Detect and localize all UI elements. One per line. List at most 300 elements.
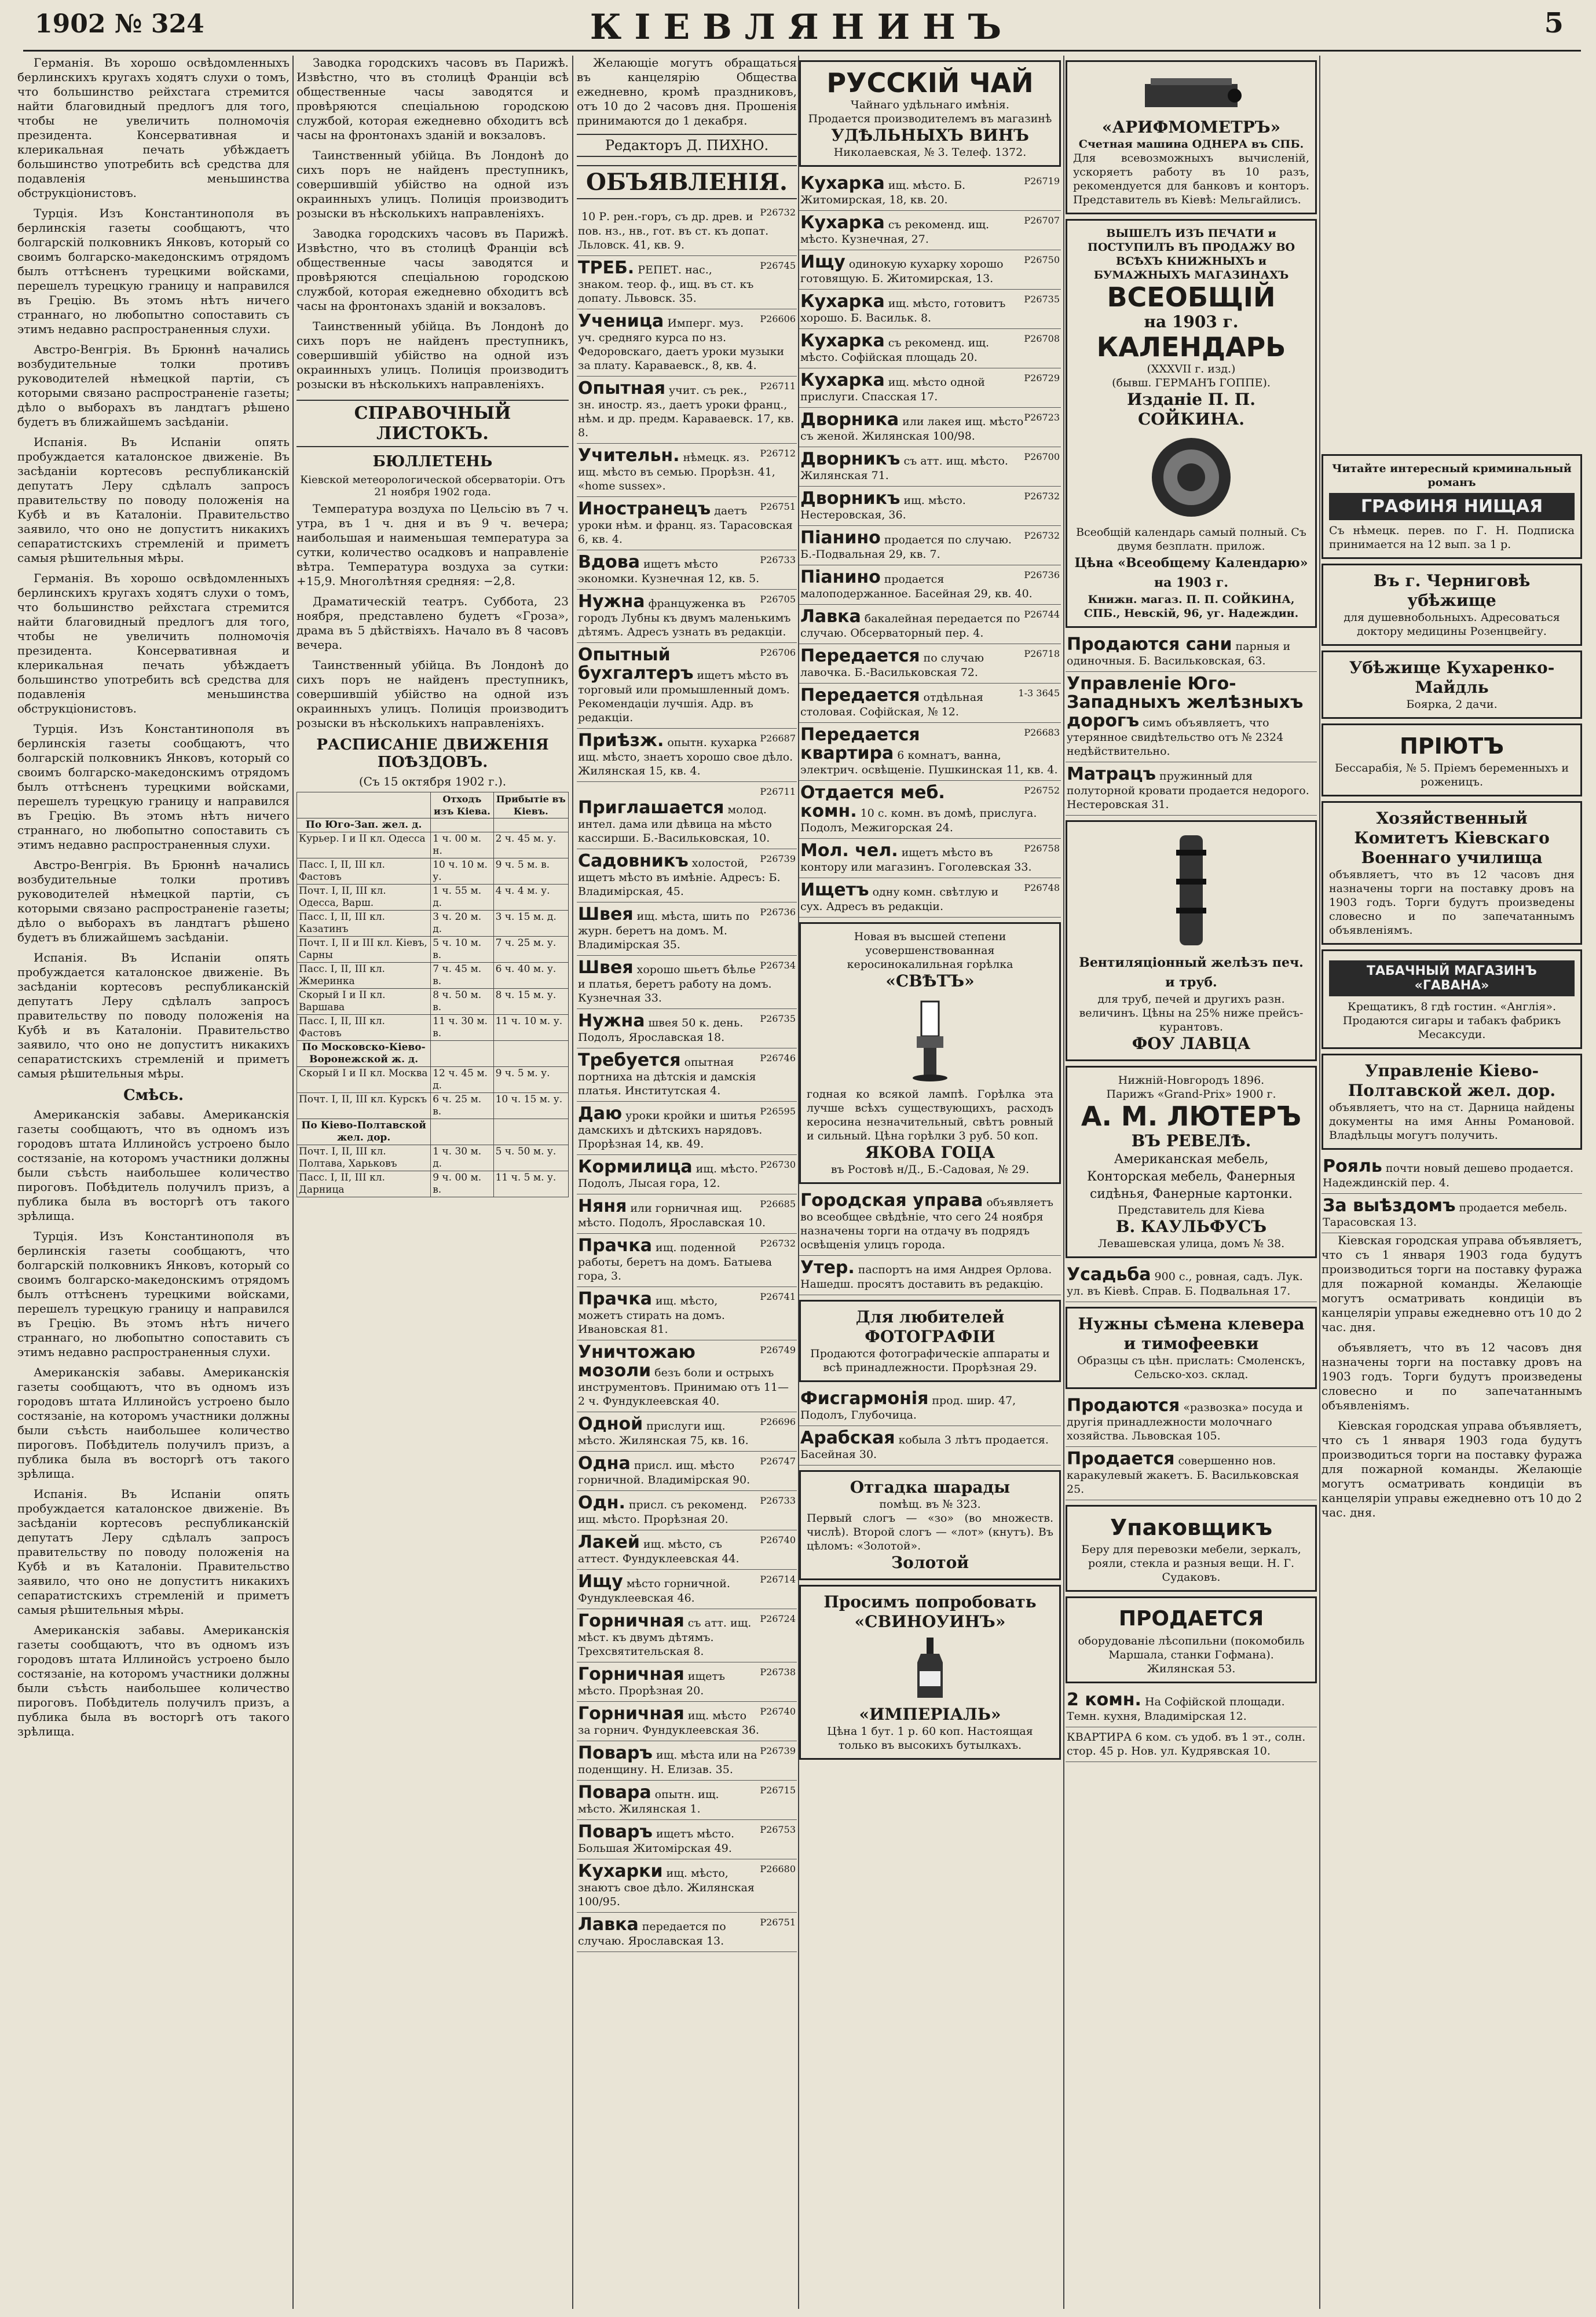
ad-text: 6 комнатъ, ванна, электрич. освѣщеніе. Пушкинская 11, кв. 4.: [800, 749, 1058, 776]
ad-keyword: Прачка: [578, 1236, 653, 1256]
table-cell: Пасс. I, II, III кл. Дарница: [297, 1171, 431, 1197]
luther-city-2: ВЪ РЕВЕЛѢ.: [1131, 1131, 1251, 1150]
ad-text: ищ. мѣсто, готовитъ хорошо. Б. Васильк. 8.: [800, 297, 1006, 324]
ad-text: съ атт. ищ. мѣсто. Жилянская 71.: [800, 455, 1008, 482]
table-row: [297, 1041, 569, 1067]
lamp-seller: ЯКОВА ГОЦА: [865, 1143, 995, 1162]
calendar-top: ВЫШЕЛЪ ИЗЪ ПЕЧАТИ и ПОСТУПИЛЪ ВЪ ПРОДАЖУ ВО ВСѢХЪ КНИЖНЫХЪ и БУМАЖНЫХЪ МАГАЗИНАХЪ: [1087, 227, 1295, 282]
classified-ad: [577, 643, 797, 729]
ad-text: ищетъ мѣсто. Прорѣзная 20.: [578, 1670, 725, 1697]
ad-keyword: Дворника: [800, 410, 899, 430]
table-cell: 11 ч. 5 м. у.: [493, 1171, 568, 1197]
column-ads-3: [1066, 56, 1317, 2309]
ad-code: Р26715: [760, 1785, 796, 1796]
packer-title: Упаковщикъ: [1110, 1515, 1273, 1540]
ad-keyword: Городская управа: [800, 1190, 983, 1211]
table-cell: 1 ч. 55 м. д.: [431, 885, 493, 911]
ad-code: Р26736: [1024, 569, 1060, 580]
bottle-icon: [913, 1636, 947, 1700]
classified-ad: [577, 902, 797, 956]
tea-subtitle-2: Продается производителемъ въ магазинѣ: [808, 112, 1052, 125]
calendar-text: Всеобщій календарь самый полный. Съ двумя безплатн. прилож.: [1076, 526, 1306, 553]
ad-keyword: Лавка: [800, 606, 861, 627]
classified-ad: [577, 1009, 797, 1048]
table-cell: 1 ч. 30 м. д.: [431, 1145, 493, 1171]
ad-keyword: Продается: [1067, 1449, 1175, 1469]
ad-keyword: Матрацъ: [1067, 764, 1156, 784]
tea-address: Николаевская, № 3. Телеф. 1372.: [833, 146, 1027, 159]
ad-keyword: Приглашается: [578, 798, 724, 818]
ad-keyword: Ученица: [578, 311, 664, 331]
ad-keyword: Ищу: [578, 1572, 623, 1592]
crime-title: Читайте интересный криминальный романъ: [1332, 462, 1572, 489]
ad-text: симъ объявляетъ, что утерянное свидѣтельство отъ № 2324 недѣйствительно.: [1067, 717, 1284, 758]
ad-text: совершенно нов. каракулевый жакетъ. Б. Васильковская 25.: [1067, 1454, 1300, 1496]
smes-paragraph: Турція. Изъ Константинополя въ берлинскія газеты сообщаютъ, что болгарскій полковникъ Янковъ, который со своимъ болгарско-македонскимъ отрядомъ былъ оттѣсненъ турецкими войсками, перешелъ турецкую границу и направился въ Грецію. Въ этомъ нѣтъ ничего страннаго, но любопытно сопоставить съ этимъ недавно распространенныя слухи.: [17, 1229, 290, 1359]
ad-keyword: Одна: [578, 1453, 631, 1474]
ad-text: прод. шир. 47, Подолъ, Глубочица.: [800, 1394, 1016, 1421]
column-rule: [292, 56, 294, 2309]
bulletin-text: Температура воздуха по Цельсію въ 7 ч. утра, въ 1 ч. дня и въ 9 ч. вечера; наибольшая и наименьшая температура за сутки, количество осадковъ и направленіе вѣтра. Температура воздуха за сутки: +15,9. Многолѣтняя средняя: −2,8.: [296, 502, 569, 588]
crime-name: ГРАФИНЯ НИЩАЯ: [1329, 493, 1575, 520]
table-row: [297, 1015, 569, 1041]
classified-ad: [799, 878, 1061, 918]
classified-ad: [577, 1155, 797, 1194]
ad-code: Р26732: [1024, 491, 1060, 502]
sleigh-ad: [1066, 633, 1317, 672]
ad-keyword: Фисгармонія: [800, 1388, 929, 1409]
classified-ad: [799, 408, 1061, 447]
table-header-cell: [297, 792, 431, 818]
ad-code: Р26732: [1024, 530, 1060, 541]
city-council-ad: [799, 1189, 1061, 1256]
ad-text: съ рекоменд. ищ. мѣсто. Кузнечная, 27.: [800, 218, 990, 246]
ad-text: опытная портниха на дѣтскія и дамскія платья. Институтская 4.: [578, 1056, 756, 1097]
table-row: [297, 858, 569, 885]
charade-title: Отгадка шарады: [850, 1478, 1011, 1497]
ad-keyword: Приѣзж.: [578, 730, 664, 751]
ad-text: одну комн. свѣтлую и сух. Адресъ въ редакціи.: [800, 886, 999, 913]
ad-code: Р26733: [760, 554, 796, 565]
ad-text: или лакея ищ. мѣсто съ женой. Жилянская 100/98.: [800, 415, 1024, 443]
calendar-advertisement: [1066, 219, 1317, 628]
news-paragraph: Турція. Изъ Константинополя въ берлинскія газеты сообщаютъ, что болгарскій полковникъ Янковъ, который со своимъ болгарско-македонскимъ отрядомъ былъ оттѣсненъ турецкими войсками, перешелъ турецкую границу и направился въ Грецію. Въ этомъ нѣтъ ничего страннаго, но любопытно сопоставить съ этимъ недавно распространенныя слухи.: [17, 722, 290, 851]
table-cell: Почт. I, II, III кл. Одесса, Варш.: [297, 885, 431, 911]
ad-text: «развозка» посуда и другія принадлежности молочнаго хозяйства. Львовская 105.: [1067, 1401, 1303, 1442]
ad-code: Р26712: [760, 448, 796, 459]
seeds-advertisement: [1066, 1307, 1317, 1389]
classified-ad: [577, 1820, 797, 1859]
ad-code: Р26741: [760, 1291, 796, 1302]
ad-code: Р26740: [760, 1534, 796, 1545]
ad-code: Р26744: [1024, 609, 1060, 620]
drink-name: «СВИНОУИНЪ»: [854, 1612, 1006, 1631]
classified-ad: [577, 550, 797, 590]
table-cell: 8 ч. 15 м. у.: [493, 989, 568, 1015]
news-paragraph: Германія. Въ хорошо освѣдомленныхъ берлинскихъ кругахъ ходятъ слухи о томъ, что большинство рейхстага стремится найти благовидный предлогъ для того, чтобы не увеличить полномочія президента. Консервативная и клерикальная печать убѣждаетъ большинство употребить всѣ средства для подавленія меньшинства обструкціонистовъ.: [17, 571, 290, 715]
column-rule: [1319, 56, 1320, 2309]
classified-ad: [577, 1570, 797, 1609]
ad-text: холостой, ищетъ мѣсто въ имѣніе. Адресъ: Б. Владимірская, 45.: [578, 857, 781, 898]
classified-ads-list: [799, 171, 1061, 918]
classified-ad: [577, 377, 797, 444]
ad-code: Р26705: [760, 594, 796, 605]
ad-code: Р26739: [760, 853, 796, 864]
packer-advertisement: [1066, 1505, 1317, 1592]
ad-text: безъ боли и острыхъ инструментовъ. Принимаю отъ 11—2 ч. Фундуклеевская 40.: [578, 1366, 789, 1408]
ad-code: Р26735: [1024, 294, 1060, 305]
table-cell: Пасс. I, II, III кл. Казатинъ: [297, 911, 431, 937]
classified-ad: [577, 444, 797, 497]
packer-text: Беру для перевозки мебели, зеркалъ, рояли, стекла и разныя вещи. Н. Г. Судаковъ.: [1081, 1543, 1301, 1584]
classified-ad: [577, 590, 797, 643]
news-paragraph: Испанія. Въ Испаніи опять пробуждается каталонское движеніе. Въ засѣданіи кортесовъ республиканскій депутатъ Леру сдѣлалъ запросъ правительству по поводу положенія на Кубѣ и въ Каталоніи. Правительство заявило, что оно не допуститъ никакихъ сепаратистскихъ стремленій и приметъ самыя рѣшительныя мѣры.: [17, 435, 290, 565]
ad-keyword: Кухарка: [800, 331, 885, 351]
ad-keyword: Отдается меб. комн.: [800, 783, 945, 821]
ad-code: Р26706: [760, 647, 796, 658]
ad-code: Р26711: [760, 786, 796, 797]
ad-code: Р26730: [760, 1159, 796, 1170]
dairy-ad: [1066, 1394, 1317, 1447]
arithmometer-title: «АРИФМОМЕТРЪ»: [1101, 118, 1281, 137]
ad-code: Р26735: [760, 1013, 796, 1024]
table-cell: 10 ч. 10 м. у.: [431, 858, 493, 885]
asylum-text: Боярка, 2 дачи.: [1406, 698, 1498, 711]
classified-ad: [577, 1530, 797, 1570]
table-row: [297, 1067, 569, 1093]
ad-keyword: Требуется: [578, 1050, 681, 1070]
crime-text: Съ нѣмецк. перев. по Г. Н. Подписка принимается на 12 вып. за 1 р.: [1329, 524, 1575, 551]
drink-name-2: «ИМПЕРІАЛЬ»: [859, 1705, 1001, 1724]
ad-text: швея 50 к. день. Подолъ, Ярославская 18.: [578, 1017, 744, 1044]
table-cell: 9 ч. 5 м. у.: [493, 1067, 568, 1093]
ad-code: Р26732: [760, 1238, 796, 1249]
ad-keyword: Ищетъ: [800, 880, 869, 900]
ad-code: Р26714: [760, 1574, 796, 1585]
ad-keyword: Кухарка: [800, 173, 885, 193]
ad-text: учит. съ рек., зн. иностр. яз., даетъ уроки франц., нѣм. и др. предм. Караваевск. 17, кв. 8.: [578, 384, 795, 439]
column-ads-4: [1322, 56, 1582, 2309]
ad-keyword: Кухарка: [800, 213, 885, 233]
classified-ad: [577, 309, 797, 377]
lamp-text: годная ко всякой лампѣ. Горѣлка эта лучше всѣхъ существующихъ, расходъ керосина незначительный, свѣтъ ровный и сильный. Цѣна горѣлки 3 руб. 50 коп.: [807, 1088, 1053, 1142]
ad-keyword: Мол. чел.: [800, 840, 898, 861]
shelter-text: Бессарабія, № 5. Пріемъ беременныхъ и роженицъ.: [1334, 762, 1569, 788]
drink-text: Цѣна 1 бут. 1 р. 60 коп. Настоящая только въ высокихъ бутылкахъ.: [827, 1725, 1033, 1752]
ad-code: Р26732: [760, 207, 796, 218]
apartment-ad: [1066, 1727, 1317, 1762]
table-cell: [431, 1041, 493, 1067]
council-notice: Кіевская городская управа объявляетъ, что съ 1 января 1903 года будутъ производиться торги на поставку фуража для пожарной команды. Желающіе могутъ осматривать кондиціи въ канцеляріи управы ежедневно отъ 10 до 2 час. дня.: [1322, 1419, 1582, 1519]
table-row: [297, 832, 569, 858]
table-cell: По Юго-Зап. жел. д.: [297, 818, 431, 832]
ad-text: кобыла 3 лѣтъ продается. Басейная 30.: [800, 1434, 1049, 1461]
classified-ad: [577, 782, 797, 849]
classified-ad: [799, 644, 1061, 684]
schedule-body: [297, 818, 569, 1197]
lamp-name: «СВѢТЪ»: [885, 971, 975, 991]
ventilation-advertisement: [1066, 820, 1317, 1061]
ad-keyword: Горничная: [578, 1704, 684, 1724]
ad-keyword: Горничная: [578, 1664, 684, 1684]
chernigov-advertisement: [1322, 564, 1582, 646]
page-header: [23, 3, 1581, 52]
school-committee-advertisement: [1322, 801, 1582, 945]
bulletin-subtitle: Кіевской метеорологической обсерваторіи. Отъ 21 ноября 1902 года.: [300, 474, 565, 498]
tea-advertisement: [799, 60, 1061, 167]
ad-keyword: Лакей: [578, 1532, 640, 1552]
table-cell: Почт. I, II, III кл. Курскъ: [297, 1093, 431, 1119]
kiev-poltava-text: объявляетъ, что на ст. Дарница найдены документы на имя Анны Романовой. Владѣльцы могутъ получить.: [1329, 1101, 1575, 1142]
ad-code: Р26685: [760, 1198, 796, 1209]
schedule-title: РАСПИСАНІЕ ДВИЖЕНІЯ ПОѢЗДОВЪ.: [316, 736, 549, 771]
ad-keyword: Опытный бухгалтеръ: [578, 645, 694, 684]
ad-keyword: Швея: [578, 958, 634, 978]
photo-advertisement: [799, 1300, 1061, 1382]
ad-keyword: Вдова: [578, 552, 640, 572]
ad-code: Р26752: [1024, 785, 1060, 796]
ad-text: парныя и одиночныя. Б. Васильковская, 63.: [1067, 640, 1291, 667]
ad-text: КВАРТИРА 6 ком. съ удоб. въ 1 эт., солн. стор. 45 р. Нов. ул. Кудрявская 10.: [1067, 1731, 1306, 1757]
classified-ad: [799, 447, 1061, 487]
classified-ad: [799, 723, 1061, 781]
ad-keyword: Поваръ: [578, 1743, 653, 1763]
ad-keyword: Одной: [578, 1414, 643, 1434]
council-notice: объявляетъ, что въ 12 часовъ дня назначены торги на поставку дровъ на 1903 годъ. Торги будутъ произведены словесно и по запечатаннымъ объявленіямъ.: [1322, 1340, 1582, 1412]
ad-text: РЕПЕТ. нас., знаком. теор. ф., ищ. въ ст. къ допату. Львовск. 35.: [578, 264, 754, 305]
tea-brand: РУССКІЙ ЧАЙ: [826, 67, 1034, 98]
ad-keyword: Піанино: [800, 567, 881, 587]
ad-text: ищ. мѣста, шить по журн. беретъ на домъ. М. Владимірская 35.: [578, 910, 750, 951]
ad-code: Р26747: [760, 1456, 796, 1467]
ad-text: присл. ищ. мѣсто горничной. Владимірская 90.: [578, 1459, 751, 1486]
classified-ad: [577, 1194, 797, 1234]
table-cell: 5 ч. 10 м. в.: [431, 937, 493, 963]
table-cell: [493, 1119, 568, 1145]
column-news-2: [296, 56, 569, 2309]
sawmill-advertisement: [1066, 1596, 1317, 1683]
ad-keyword: Піанино: [800, 528, 881, 548]
classified-ad: [577, 1491, 797, 1530]
classified-ad: [577, 497, 797, 550]
classified-ad: [799, 211, 1061, 250]
school-committee-title: Хозяйственный Комитетъ Кіевскаго Военнаго училища: [1354, 809, 1550, 867]
ad-keyword: Уничтожаю мозоли: [578, 1342, 695, 1381]
calendar-edition: (XXXVII г. изд.): [1147, 363, 1236, 375]
news-paragraph: Испанія. Въ Испаніи опять пробуждается каталонское движеніе. Въ засѣданіи кортесовъ республиканскій депутатъ Леру сдѣлалъ запросъ правительству по поводу положенія на Кубѣ и въ Каталоніи. Правительство заявило, что оно не допуститъ никакихъ сепаратистскихъ стремленій и приметъ самыя рѣшительныя мѣры.: [17, 951, 290, 1080]
issue-number: 1902 № 324: [35, 9, 204, 39]
ad-text: ищ. мѣсто. Подолъ, Лысая гора, 12.: [578, 1163, 758, 1190]
table-cell: 7 ч. 45 м. в.: [431, 963, 493, 989]
ad-code: Р26748: [1024, 882, 1060, 893]
smes-paragraph: Американскія забавы. Американскія газеты сообщаютъ, что въ одномъ изъ городовъ штата Иллинойсъ устроено было состязаніе, на которомъ участники должны были съѣсть наибольшее количество пироговъ. Побѣдитель получилъ призъ, а публика была въ восторгѣ отъ такого зрѣлища.: [17, 1108, 290, 1223]
luther-rep-address: Левашевская улица, домъ № 38.: [1097, 1237, 1285, 1250]
calendar-title-1: ВСЕОБЩІЙ: [1107, 282, 1276, 313]
charade-solution: Золотой: [891, 1553, 969, 1572]
news-paragraph: Турція. Изъ Константинополя въ берлинскія газеты сообщаютъ, что болгарскій полковникъ Янковъ, который со своимъ болгарско-македонскимъ отрядомъ былъ оттѣсненъ турецкими войсками, перешелъ турецкую границу и направился въ Грецію. Въ этомъ нѣтъ ничего страннаго, но любопытно сопоставить съ этимъ недавно распространенныя слухи.: [17, 206, 290, 336]
ad-keyword: Швея: [578, 904, 634, 924]
column-ads-1: [577, 56, 797, 2309]
seeds-title: Нужны сѣмена клевера и тимофеевки: [1078, 1314, 1305, 1353]
ad-text: передается по случаю. Ярославская 13.: [578, 1920, 726, 1947]
luther-paris: Парижъ «Grand-Prix» 1900 г.: [1106, 1088, 1276, 1101]
table-cell: 2 ч. 45 м. у.: [493, 832, 568, 858]
table-row: [297, 885, 569, 911]
mattress-ad: [1066, 762, 1317, 816]
table-cell: 9 ч. 00 м. в.: [431, 1171, 493, 1197]
table-cell: 4 ч. 4 м. у.: [493, 885, 568, 911]
classified-ad: [577, 256, 797, 309]
table-cell: [431, 818, 493, 832]
news-paragraph: Австро-Венгрія. Въ Брюннѣ начались возбудительные толки противъ руководителей нѣмецкой партіи, съ которыми связано распространеніе газеты; дѣло о выборахъ въ ландтагъ рѣшено будетъ въ ближайшемъ засѣданіи.: [17, 342, 290, 429]
ad-keyword: Продаются: [1067, 1395, 1180, 1416]
calendar-publisher: Изданіе П. П. СОЙКИНА.: [1127, 390, 1255, 429]
ad-keyword: Передается: [800, 685, 920, 706]
notice-text: Желающіе могутъ обращаться въ канцелярію Общества ежедневно, кромѣ праздниковъ, отъ 10 до 2 часовъ дня. Прошенія принимаются до 1 декабря.: [577, 56, 797, 127]
classified-ad: [577, 1913, 797, 1952]
ad-text: продается малоподержанное. Басейная 29, кв. 40.: [800, 573, 1033, 600]
arithmometer-advertisement: [1066, 60, 1317, 214]
council-notice: Кіевская городская управа объявляетъ, что съ 1 января 1903 года будутъ производиться торги на поставку фуража для пожарной команды. Желающіе могутъ осматривать кондиціи въ канцеляріи управы ежедневно отъ 10 до 2 час. дня.: [1322, 1233, 1582, 1334]
table-cell: По Московско-Кіево-Воронежской ж. д.: [297, 1041, 431, 1067]
ad-code: Р26687: [760, 733, 796, 744]
classified-ad: [577, 1452, 797, 1491]
ad-keyword: Продаются сани: [1067, 634, 1232, 655]
ventilation-firm: ФОУ ЛАВЦА: [1132, 1034, 1251, 1053]
ad-text: или горничная ищ. мѣсто. Подолъ, Ярославская 10.: [578, 1202, 766, 1229]
ad-keyword: Няня: [578, 1196, 627, 1216]
ad-text: объявляетъ во всеобщее свѣдѣніе, что сего 24 ноября назначены торги на отдачу въ подрядъ освѣщенія улицъ города.: [800, 1196, 1053, 1251]
ad-text: ищ. мѣсто. Нестеровская, 36.: [800, 494, 966, 521]
ad-code: Р26723: [1024, 412, 1060, 423]
ad-text: 900 с., ровная, садъ. Лук. ул. въ Кіевѣ. Справ. Б. Подвальная 17.: [1067, 1270, 1303, 1298]
estate-ad: [1066, 1263, 1317, 1302]
table-cell: Курьер. I и II кл. Одесса: [297, 832, 431, 858]
ad-text: ищ. мѣста или на поденщину. Н. Елизав. 35.: [578, 1749, 757, 1776]
moving-sale-ad: [1322, 1194, 1582, 1233]
photo-text: Продаются фотографическіе аппараты и всѣ принадлежности. Прорѣзная 29.: [810, 1347, 1050, 1374]
ad-text: ищетъ мѣсто экономки. Кузнечная 12, кв. 5.: [578, 558, 760, 585]
calendar-emblem-icon: [1148, 434, 1235, 521]
ad-code: Р26753: [760, 1824, 796, 1835]
ad-code: Р26758: [1024, 843, 1060, 854]
ad-keyword: Лавка: [578, 1914, 639, 1935]
ad-keyword: Утер.: [800, 1258, 855, 1278]
ad-keyword: Нужна: [578, 591, 645, 612]
classified-ad: [799, 487, 1061, 526]
ad-keyword: Передается: [800, 646, 920, 666]
ad-text: опытн. ищ. мѣсто. Жилянская 1.: [578, 1788, 719, 1815]
table-cell: Пасс. I, II, III кл. Фастовъ: [297, 858, 431, 885]
charade-text: Первый слогъ — «зо» (во множеств. числѣ). Второй слогъ — «лот» (кнутъ). Въ цѣломъ: «Золотой».: [807, 1512, 1053, 1552]
lamp-title: Новая въ высшей степени усовершенствованная керосинокалильная горѣлка: [847, 930, 1013, 971]
lamp-burner-icon: [904, 996, 956, 1083]
charade-subtitle: помѣщ. въ № 323.: [879, 1498, 981, 1511]
drink-intro: Просимъ попробовать: [823, 1592, 1037, 1611]
tobacco-title: ТАБАЧНЫЙ МАГАЗИНЪ «ГАВАНА»: [1329, 960, 1575, 996]
ad-text: 10 с. комн. въ домѣ, прислуга. Подолъ, Межигорская 24.: [800, 807, 1037, 834]
table-cell: [493, 1041, 568, 1067]
calendar-former: (бывш. ГЕРМАНЪ ГОППЕ).: [1112, 377, 1271, 389]
ad-text: бакалейная передается по случаю. Обсерваторный пер. 4.: [800, 612, 1020, 639]
ad-code: Р26724: [760, 1613, 796, 1624]
classified-ad: [799, 329, 1061, 368]
table-cell: [493, 818, 568, 832]
ventilation-title: Вентиляціонный желѣзъ печ. и труб.: [1079, 955, 1304, 990]
ad-code: Р26751: [760, 501, 796, 512]
ad-keyword: Учительн.: [578, 445, 680, 466]
section-title-spravochny: СПРАВОЧНЫЙ ЛИСТОКЪ.: [296, 400, 569, 447]
ad-keyword: Кухарка: [800, 370, 885, 390]
chernigov-text: для душевнобольныхъ. Адресоваться доктору медицины Розенцвейгу.: [1344, 611, 1560, 638]
ad-text: француженка въ городъ Лубны къ двумъ маленькимъ дѣтямъ. Адресъ узнать въ редакціи.: [578, 597, 791, 638]
news-paragraph: Австро-Венгрія. Въ Брюннѣ начались возбудительные толки противъ руководителей нѣмецкой партіи, съ которыми связано распространеніе газеты; дѣло о выборахъ въ ландтагъ рѣшено будетъ въ ближайшемъ засѣданіи.: [17, 858, 290, 944]
train-schedule-table: [296, 792, 569, 1197]
ad-text: по случаю лавочка. Б.-Васильковская 72.: [800, 652, 984, 679]
ad-code: Р26749: [760, 1344, 796, 1355]
ad-keyword: Горничная: [578, 1611, 684, 1631]
ad-text: ищ. мѣсто, съ аттест. Фундуклеевская 44.: [578, 1538, 740, 1565]
ad-code: Р26707: [1024, 215, 1060, 226]
table-cell: Пасс. I, II, III кл. Жмеринка: [297, 963, 431, 989]
ad-code: Р26700: [1024, 451, 1060, 462]
classified-ad: [799, 684, 1061, 723]
ad-text: съ атт. ищ. мѣст. къ двумъ дѣтямъ. Трехсвятительская 8.: [578, 1617, 752, 1658]
table-cell: Почт. I, II и III кл. Кіевъ, Сарны: [297, 937, 431, 963]
ad-text: ищ. поденной работы, беретъ на домъ. Батыева гора, 3.: [578, 1241, 773, 1282]
ad-text: На Софійской площади. Темн. кухня, Владимірская 12.: [1067, 1695, 1285, 1723]
column-news-1: [17, 56, 290, 2309]
rooms-ad: [1066, 1688, 1317, 1727]
ad-code: Р26683: [1024, 727, 1060, 738]
table-cell: Пасс. I, II, III кл. Фастовъ: [297, 1015, 431, 1041]
ad-code: Р26680: [760, 1863, 796, 1874]
ad-keyword: Поваръ: [578, 1822, 653, 1842]
ad-text: опытн. кухарка ищ. мѣсто, знаетъ хорошо свое дѣло. Жилянская 15, кв. 4.: [578, 736, 793, 777]
ad-text: 10 Р. рен.-горъ, съ др. древ. и пов. нз., нв., гот. въ ст. къ допат. Льловск. 41, кв. 9.: [578, 210, 769, 251]
classified-ad: [577, 1859, 797, 1913]
chernigov-title: Въ г. Черниговѣ убѣжище: [1373, 571, 1531, 610]
table-cell: Скорый I и II кл. Москва: [297, 1067, 431, 1093]
ad-text: ищетъ мѣсто въ торговый или промышленный домъ. Рекомендаціи лучшія. Адр. въ редакціи.: [578, 669, 790, 724]
ad-text: молод. интел. дама или дѣвица на мѣсто кассирши. Б.-Васильковская, 10.: [578, 803, 772, 845]
classified-ad: [577, 1609, 797, 1662]
classified-ad: [577, 203, 797, 256]
table-cell: Скорый I и II кл. Варшава: [297, 989, 431, 1015]
theatre-text: Таинственный убійца. Въ Лондонѣ до сихъ поръ не найденъ преступникъ, совершившій убійство на одной изъ окраинныхъ улицъ. Полиція производитъ розыски въ нѣсколькихъ направленіяхъ.: [296, 658, 569, 730]
ad-text: продается по случаю. Б.-Подвальная 29, кв. 7.: [800, 533, 1012, 561]
classified-ad: [577, 849, 797, 902]
ad-keyword: За выѣздомъ: [1323, 1196, 1456, 1216]
school-committee-text: объявляетъ, что въ 12 часовъ дня назначены торги на поставку дровъ на 1903 годъ. Торги будутъ произведены словесно и по запечатаннымъ объявленіямъ.: [1329, 868, 1575, 937]
ad-keyword: Кухарки: [578, 1861, 663, 1881]
bulletin-title: БЮЛЛЕТЕНЬ: [372, 453, 493, 470]
table-header-cell: Отходъ изъ Кіева.: [431, 792, 493, 818]
table-row: [297, 1171, 569, 1197]
lamp-seller-address: въ Ростовѣ н/Д., Б.-Садовая, № 29.: [830, 1163, 1030, 1176]
ad-keyword: ТРЕБ.: [578, 258, 635, 278]
harmonium-ad: [799, 1387, 1061, 1426]
news-paragraph: Таинственный убійца. Въ Лондонѣ до сихъ поръ не найденъ преступникъ, совершившій убійство на одной изъ окраинныхъ улицъ. Полиція производитъ розыски въ нѣсколькихъ направленіяхъ.: [296, 148, 569, 220]
sawmill-title: ПРОДАЕТСЯ: [1118, 1607, 1264, 1631]
classified-ad: [577, 1662, 797, 1702]
ad-code: Р26606: [760, 313, 796, 324]
ad-text: съ рекоменд. ищ. мѣсто. Софійская площадь 20.: [800, 337, 990, 364]
table-row: [297, 937, 569, 963]
luther-name: А. М. ЛЮТЕРЪ: [1081, 1101, 1302, 1132]
ad-text: паспортъ на имя Андрея Орлова. Нашедш. просятъ доставить въ редакцію.: [800, 1263, 1052, 1291]
schedule-subtitle: (Съ 15 октября 1902 г.).: [358, 774, 507, 788]
